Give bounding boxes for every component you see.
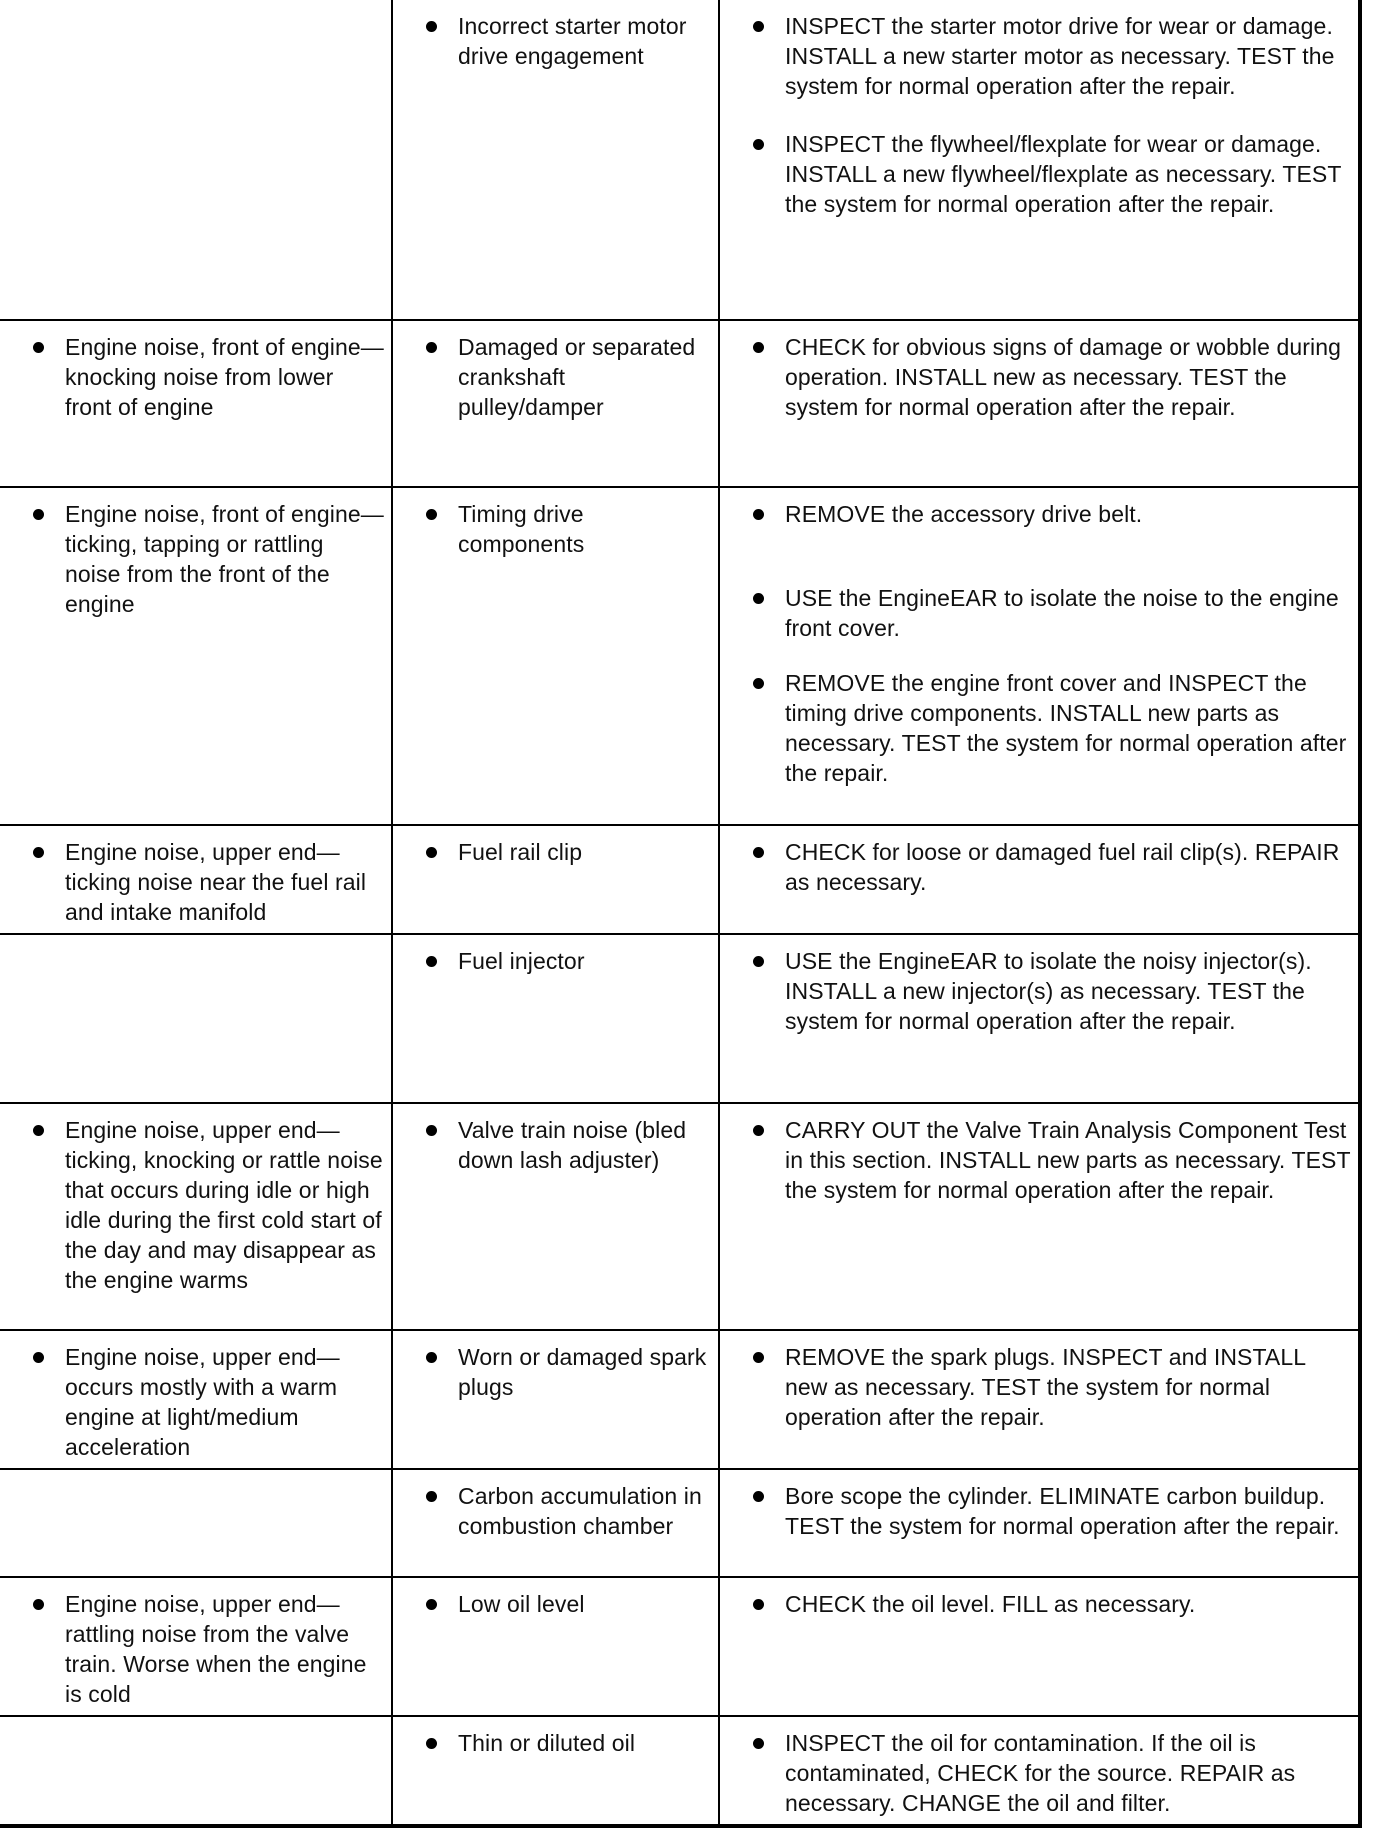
action-cell xyxy=(719,934,1359,1103)
cause-cell xyxy=(392,934,719,1103)
action-item: INSPECT the oil for contamination. If the oil is contaminated, CHECK for the source. REPAIR as necessary. CHANGE the oil and filter. xyxy=(750,1728,1352,1818)
symptom-item: Engine noise, upper end— ticking, knocking or rattle noise that occurs during idle or high idle during the first cold start of the day and may disappear as the engine warms xyxy=(30,1115,385,1295)
cause-item: Damaged or separated crankshaft pulley/damper xyxy=(423,332,712,422)
action-item: REMOVE the engine front cover and INSPECT the timing drive components. INSTALL new parts as necessary. TEST the system for normal operation after the repair. xyxy=(750,668,1352,788)
symptom-cell xyxy=(0,1330,392,1469)
cause-item: Carbon accumulation in combustion chamber xyxy=(423,1481,712,1541)
cause-item: Worn or damaged spark plugs xyxy=(423,1342,712,1402)
bullet-icon xyxy=(426,509,437,520)
action-item: CHECK for loose or damaged fuel rail clip(s). REPAIR as necessary. xyxy=(750,837,1352,897)
bullet-icon xyxy=(753,1599,764,1610)
table-row xyxy=(0,1716,1359,1828)
bullet-icon xyxy=(33,1125,44,1136)
action-cell xyxy=(719,487,1359,825)
table-row xyxy=(0,825,1359,934)
action-cell xyxy=(719,1716,1359,1828)
cause-cell xyxy=(392,320,719,487)
symptom-cell xyxy=(0,487,392,825)
symptom-item: Engine noise, front of engine— knocking noise from lower front of engine xyxy=(30,332,385,422)
cause-cell xyxy=(392,487,719,825)
cause-cell xyxy=(392,1330,719,1469)
bullet-icon xyxy=(33,509,44,520)
bullet-icon xyxy=(33,1352,44,1363)
action-item: INSPECT the flywheel/flexplate for wear or damage. INSTALL a new flywheel/flexplate as necessary. TEST the system for normal operation after the repair. xyxy=(750,129,1352,219)
table-row xyxy=(0,320,1359,487)
symptom-cell xyxy=(0,0,392,320)
symptom-cell xyxy=(0,934,392,1103)
action-item: INSPECT the starter motor drive for wear or damage. INSTALL a new starter motor as necessary. TEST the system for normal operation after the repair. xyxy=(750,11,1352,101)
bullet-icon xyxy=(426,1352,437,1363)
action-item: CHECK the oil level. FILL as necessary. xyxy=(750,1589,1352,1619)
action-cell xyxy=(719,1103,1359,1330)
action-cell xyxy=(719,825,1359,934)
action-cell xyxy=(719,1577,1359,1716)
table-row xyxy=(0,934,1359,1103)
cause-item: Fuel rail clip xyxy=(423,837,712,867)
bullet-icon xyxy=(33,342,44,353)
symptom-cell xyxy=(0,825,392,934)
action-cell xyxy=(719,0,1359,320)
action-item: CHECK for obvious signs of damage or wobble during operation. INSTALL new as necessary. TEST the system for normal operation after the repair. xyxy=(750,332,1352,422)
action-item: CARRY OUT the Valve Train Analysis Component Test in this section. INSTALL new parts as necessary. TEST the system for normal operation after the repair. xyxy=(750,1115,1352,1205)
cause-item: Incorrect starter motor drive engagement xyxy=(423,11,712,71)
bullet-icon xyxy=(753,956,764,967)
bullet-icon xyxy=(426,1125,437,1136)
bullet-icon xyxy=(426,847,437,858)
table-row xyxy=(0,1330,1359,1469)
cause-cell xyxy=(392,0,719,320)
symptom-cell xyxy=(0,1577,392,1716)
symptom-item: Engine noise, upper end— ticking noise near the fuel rail and intake manifold xyxy=(30,837,385,927)
action-cell xyxy=(719,1469,1359,1577)
bullet-icon xyxy=(753,342,764,353)
bullet-icon xyxy=(33,1599,44,1610)
bullet-icon xyxy=(426,1599,437,1610)
table-row xyxy=(0,1469,1359,1577)
action-cell xyxy=(719,320,1359,487)
symptom-cell xyxy=(0,1716,392,1828)
table-row xyxy=(0,487,1359,825)
bullet-icon xyxy=(426,1491,437,1502)
action-item: REMOVE the spark plugs. INSPECT and INSTALL new as necessary. TEST the system for normal operation after the repair. xyxy=(750,1342,1352,1432)
bullet-icon xyxy=(753,593,764,604)
cause-item: Thin or diluted oil xyxy=(423,1728,712,1758)
symptom-item: Engine noise, front of engine— ticking, tapping or rattling noise from the front of the engine xyxy=(30,499,385,619)
cause-cell xyxy=(392,1469,719,1577)
table-row xyxy=(0,0,1359,320)
bullet-icon xyxy=(33,847,44,858)
cause-cell xyxy=(392,1577,719,1716)
bullet-icon xyxy=(426,1738,437,1749)
cause-item: Timing drive components xyxy=(423,499,712,559)
cause-cell xyxy=(392,825,719,934)
bullet-icon xyxy=(753,1125,764,1136)
cause-item: Low oil level xyxy=(423,1589,712,1619)
action-item: USE the EngineEAR to isolate the noisy injector(s). INSTALL a new injector(s) as necessary. TEST the system for normal operation after the repair. xyxy=(750,946,1352,1036)
symptom-cell xyxy=(0,320,392,487)
bullet-icon xyxy=(753,1352,764,1363)
cause-item: Valve train noise (bled down lash adjuster) xyxy=(423,1115,712,1175)
action-item: REMOVE the accessory drive belt. xyxy=(750,499,1352,529)
symptom-item: Engine noise, upper end— rattling noise from the valve train. Worse when the engine is cold xyxy=(30,1589,385,1709)
bullet-icon xyxy=(753,1738,764,1749)
bullet-icon xyxy=(753,509,764,520)
cause-item: Fuel injector xyxy=(423,946,712,976)
bullet-icon xyxy=(426,342,437,353)
bullet-icon xyxy=(426,956,437,967)
bullet-icon xyxy=(753,21,764,32)
action-item: Bore scope the cylinder. ELIMINATE carbon buildup. TEST the system for normal operation after the repair. xyxy=(750,1481,1352,1541)
symptom-item: Engine noise, upper end— occurs mostly with a warm engine at light/medium acceleration xyxy=(30,1342,385,1462)
bullet-icon xyxy=(753,1491,764,1502)
action-cell xyxy=(719,1330,1359,1469)
symptom-cell xyxy=(0,1469,392,1577)
table-row xyxy=(0,1577,1359,1716)
bullet-icon xyxy=(426,21,437,32)
bullet-icon xyxy=(753,678,764,689)
table-row xyxy=(0,1103,1359,1330)
action-item: USE the EngineEAR to isolate the noise to the engine front cover. xyxy=(750,583,1352,643)
bullet-icon xyxy=(753,847,764,858)
symptom-cell xyxy=(0,1103,392,1330)
cause-cell xyxy=(392,1103,719,1330)
bullet-icon xyxy=(753,139,764,150)
cause-cell xyxy=(392,1716,719,1828)
